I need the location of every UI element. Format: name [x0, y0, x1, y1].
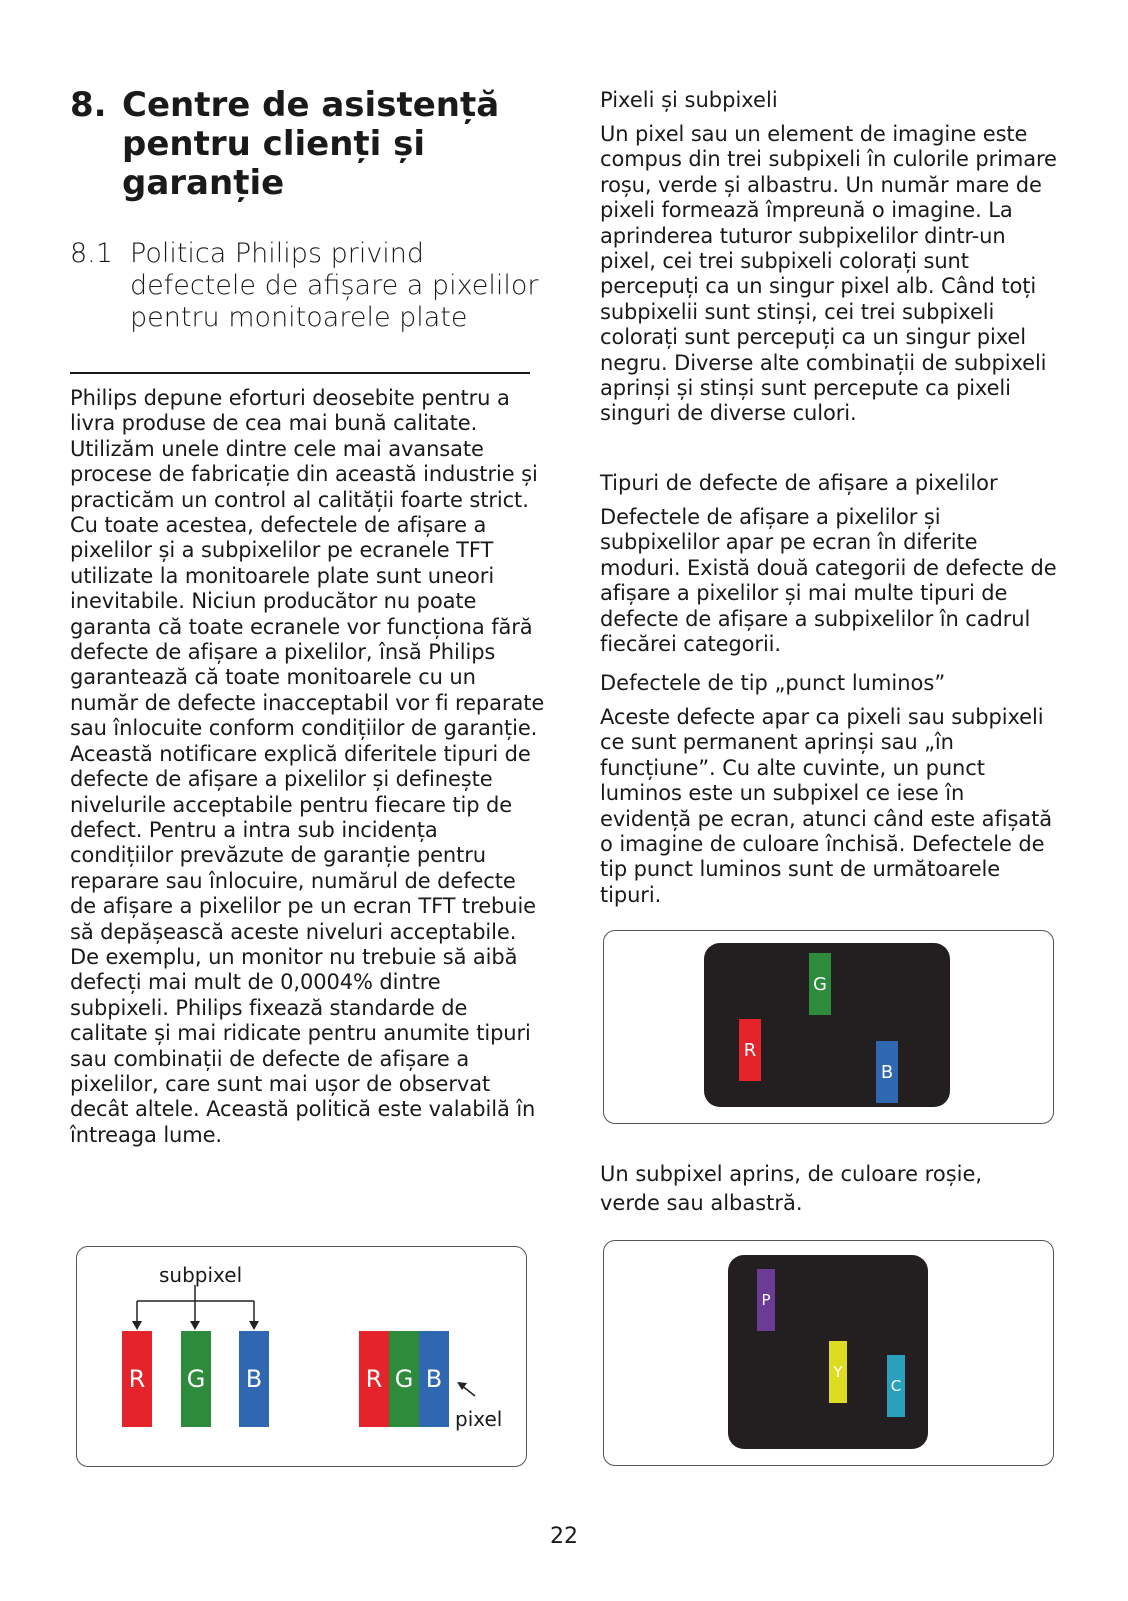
section-title [70, 238, 540, 334]
section-divider [70, 372, 530, 374]
lit-purple-subpixel: P [757, 1269, 775, 1331]
lit-red-subpixel: R [739, 1019, 761, 1081]
bright-paragraph: Aceste defecte apar ca pixeli sau subpixeli ce sunt permanent aprinși sau „în funcțiune”. Cu alte cuvinte, un punct luminos este un subpixel ce iese în evidență pe ecran, atunci când este afișată o imagine de culoare închisă. Defectele de tip punct luminos sunt de următoarele tipuri. [600, 705, 1052, 907]
lit-yellow-subpixel: Y [829, 1341, 847, 1403]
subpixel-label: subpixel [159, 1263, 243, 1287]
types-heading: Tipuri de defecte de afișare a pixelilor [600, 471, 998, 495]
lit-rgb-figure [603, 930, 1054, 1124]
bright-heading: Defectele de tip „punct luminos” [600, 671, 946, 695]
lit-rgb-caption-line1: Un subpixel aprins, de culoare roșie, [600, 1162, 983, 1186]
chapter-title [70, 86, 540, 203]
chapter-title-text: Centre de asistență pentru clienți și garanție [122, 85, 500, 203]
pixel-red: R [359, 1331, 389, 1427]
lit-blue-subpixel: B [876, 1041, 898, 1103]
lit-pyc-figure [603, 1240, 1054, 1466]
subpixel-red: R [122, 1331, 152, 1427]
lit-green-subpixel: G [809, 953, 831, 1015]
subpixel-green: G [181, 1331, 211, 1427]
page-number: 22 [550, 1524, 578, 1549]
pixel-green: G [389, 1331, 419, 1427]
section-title-text: Politica Philips privind defectele de afișare a pixelilor pentru monitoarele plate [130, 238, 539, 333]
lit-cyan-subpixel: C [887, 1355, 905, 1417]
lit-rgb-caption-line2: verde sau albastră. [600, 1191, 803, 1215]
section-number: 8.1 [70, 238, 113, 269]
pixels-heading: Pixeli și subpixeli [600, 88, 778, 112]
types-paragraph: Defectele de afișare a pixelilor și subpixelilor apar pe ecran în diferite moduri. Există două categorii de defecte de afișare a pixelilor și mai multe tipuri de defecte de afișare a subpixelilor în cadrul fiecărei categorii. [600, 505, 1057, 657]
chapter-number: 8. [70, 85, 107, 125]
pixels-paragraph: Un pixel sau un element de imagine este compus din trei subpixeli în culorile primare roșu, verde și albastru. Un număr mare de pixeli formează împreună o imagine. La aprinderea tuturor subpixelilor dintr-un pixel, cei trei subpixeli colorați sunt percepuți ca un singur pixel alb. Când toți subpixelii sunt stinși, cei trei subpixeli colorați sunt percepuți ca un singur pixel negru. Diverse alte combinații de subpixeli aprinși și stinși sunt percepute ca pixeli singuri de diverse culori. [600, 122, 1057, 426]
subpixel-diagram [76, 1246, 527, 1467]
pixel-blue: B [419, 1331, 449, 1427]
subpixel-blue: B [239, 1331, 269, 1427]
intro-paragraph: Philips depune eforturi deosebite pentru a livra produse de cea mai bună calitate. Utilizăm unele dintre cele mai avansate procese de fabricație din această industrie și practicăm un control al calității foarte strict. Cu toate acestea, defectele de afișare a pixelilor și a subpixelilor pe ecranele TFT utilizate la monitoarele plate sunt uneori inevitabile. Niciun producător nu poate garanta că toate ecranele vor funcționa fără defecte de afișare a pixelilor, însă Philips garantează că toate monitoarele cu un număr de defecte inacceptabil vor fi reparate sau înlocuite conform condițiilor de garanție. Această notificare explică diferitele tipuri de defecte de afișare a pixelilor și definește nivelurile acceptabile pentru fiecare tip de defect. Pentru a intra sub incidența condițiilor prevăzute de garanție pentru reparare sau înlocuire, numărul de defecte de afișare a pixelilor pe un ecran TFT trebuie să depășească aceste niveluri acceptabile. De exemplu, un monitor nu trebuie să aibă defecți mai mult de 0,0004% dintre subpixeli. Philips fixează standarde de calitate și mai ridicate pentru anumite tipuri sau combinații de defecte de afișare a pixelilor, care sunt mai ușor de observat decât altele. Această politică este valabilă în întreaga lume. [70, 386, 545, 1147]
pixel-label: pixel [455, 1407, 503, 1431]
